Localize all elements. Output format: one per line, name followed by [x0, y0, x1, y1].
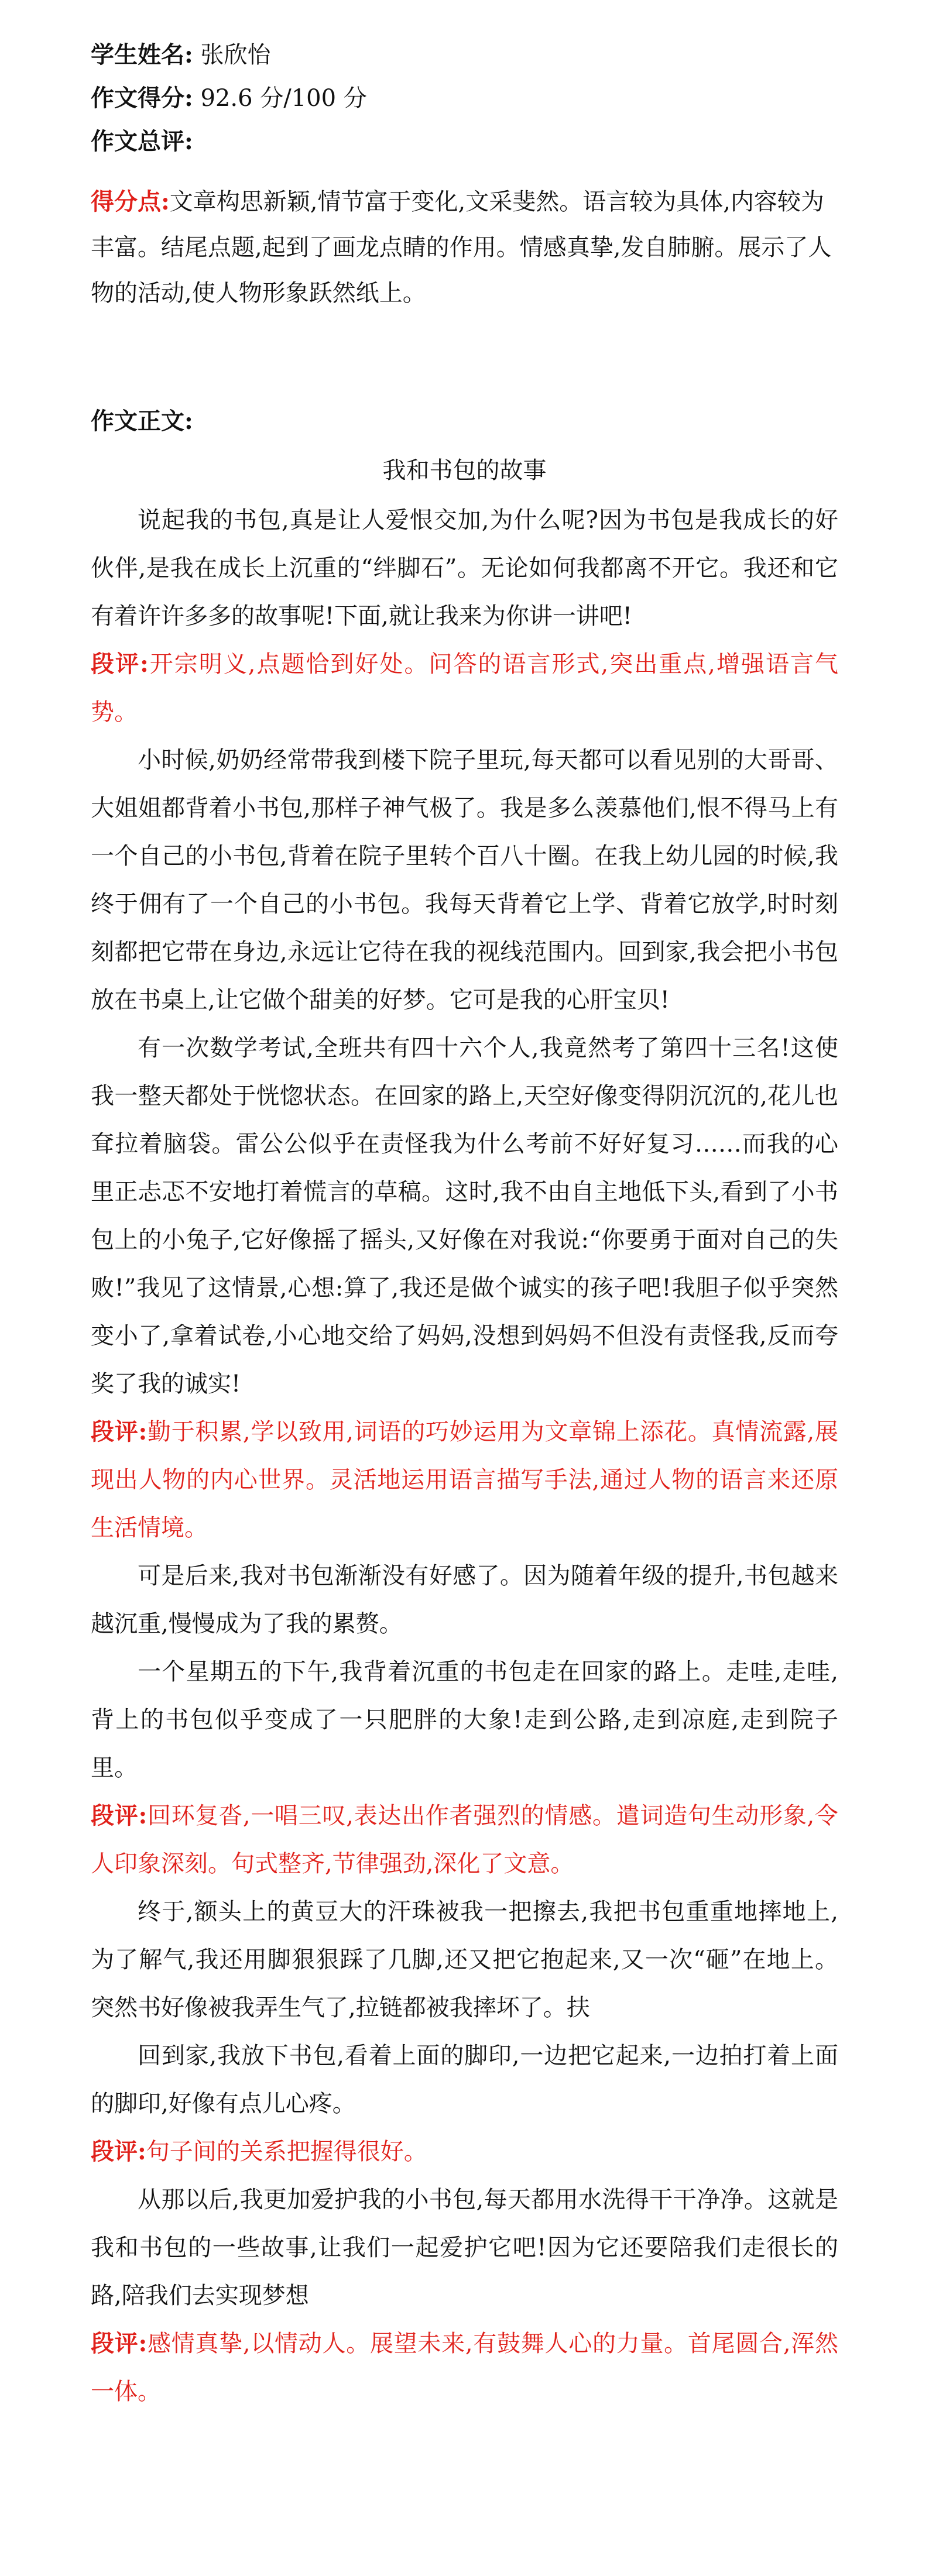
essay-paragraph: 一个星期五的下午,我背着沉重的书包走在回家的路上。走哇,走哇,背上的书包似乎变成了一只肥胖的大象!走到公路,走到凉庭,走到院子里。	[91, 1658, 838, 1781]
essay-content	[91, 496, 838, 2416]
paragraph-comment-text: 句子间的关系把握得很好。	[146, 2138, 427, 2165]
essay-title: 我和书包的故事	[382, 457, 547, 484]
paragraph-comment-text: 勤于积累,学以致用,词语的巧妙运用为文章锦上添花。真情流露,展现出人物的内心世界。灵活地运用语言描写手法,通过人物的语言来还原生活情境。	[91, 1418, 838, 1541]
summary-comment	[91, 179, 838, 316]
essay-paragraph: 终于,额头上的黄豆大的汗珠被我一把擦去,我把书包重重地摔地上,为了解气,我还用脚狠狠踩了几脚,还又把它抱起来,又一次“砸”在地上。突然书好像被我弄生气了,拉链都被我摔坏了。扶	[91, 1898, 838, 2021]
paragraph-comment-text: 回环复沓,一唱三叹,表达出作者强烈的情感。遣词造句生动形象,令人印象深刻。句式整齐,节律强劲,深化了文意。	[91, 1802, 838, 1877]
score-line	[91, 81, 838, 116]
paragraph-comment-text: 开宗明义,点题恰到好处。问答的语言形式,突出重点,增强语言气势。	[91, 651, 838, 726]
summary-points-text: 文章构思新颖,情节富于变化,文采斐然。语言较为具体,内容较为丰富。结尾点题,起到了画龙点睛的作用。情感真挚,发自肺腑。展示了人物的活动,使人物形象跃然纸上。	[91, 188, 832, 307]
score-label: 作文得分:	[91, 84, 193, 112]
summary-heading	[91, 124, 838, 159]
paragraph-comment-label: 段评:	[91, 1802, 148, 1829]
paragraph-comment	[91, 1792, 838, 1888]
paragraph-comment	[91, 2320, 838, 2416]
paragraph-comment	[91, 640, 838, 736]
essay-paragraph: 说起我的书包,真是让人爱恨交加,为什么呢?因为书包是我成长的好伙伴,是我在成长上沉重的“绊脚石”。无论如何我都离不开它。我还和它有着许许多多的故事呢!下面,就让我来为你讲一讲吧!	[91, 507, 838, 630]
essay-paragraph: 有一次数学考试,全班共有四十六个人,我竟然考了第四十三名!这使我一整天都处于恍惚状态。在回家的路上,天空好像变得阴沉沉的,花儿也耷拉着脑袋。雷公公似乎在责怪我为什么考前不好好复习……而我的心里正忐忑不安地打着慌言的草稿。这时,我不由自主地低下头,看到了小书包上的小兔子,它好像摇了摇头,又好像在对我说:“你要勇于面对自己的失败!”我见了这情景,心想:算了,我还是做个诚实的孩子吧!我胆子似乎突然变小了,拿着试卷,小心地交给了妈妈,没想到妈妈不但没有责怪我,反而夸奖了我的诚实!	[91, 1035, 838, 1397]
paragraph-comment	[91, 2128, 838, 2176]
student-name-label: 学生姓名:	[91, 41, 193, 68]
student-name-line	[91, 37, 838, 73]
essay-paragraph: 可是后来,我对书包渐渐没有好感了。因为随着年级的提升,书包越来越沉重,慢慢成为了我的累赘。	[91, 1562, 838, 1637]
essay-body-label: 作文正文:	[91, 407, 193, 435]
paragraph-comment-text: 感情真挚,以情动人。展望未来,有鼓舞人心的力量。首尾圆合,浑然一体。	[91, 2330, 838, 2405]
paragraph-comment-label: 段评:	[91, 1418, 148, 1445]
paragraph-comment-label: 段评:	[91, 650, 149, 678]
paragraph-comment-label: 段评:	[91, 2138, 146, 2165]
score-value: 92.6 分/100 分	[200, 85, 367, 112]
paragraph-comment	[91, 1408, 838, 1552]
summary-points-label: 得分点:	[91, 188, 170, 215]
essay-paragraph: 小时候,奶奶经常带我到楼下院子里玩,每天都可以看见别的大哥哥、大姐姐都背着小书包,那样子神气极了。我是多么羡慕他们,恨不得马上有一个自己的小书包,背着在院子里转个百八十圈。在我上幼儿园的时候,我终于佣有了一个自己的小书包。我每天背着它上学、背着它放学,时时刻刻都把它带在身边,永远让它待在我的视线范围内。回到家,我会把小书包放在书桌上,让它做个甜美的好梦。它可是我的心肝宝贝!	[91, 747, 838, 1014]
summary-label: 作文总评:	[91, 128, 193, 155]
essay-paragraph: 从那以后,我更加爱护我的小书包,每天都用水洗得干干净净。这就是我和书包的一些故事,让我们一起爱护它吧!因为它还要陪我们走很长的路,陪我们去实现梦想	[91, 2186, 838, 2309]
student-name-value: 张欣怡	[200, 42, 271, 68]
paragraph-comment-label: 段评:	[91, 2330, 148, 2357]
essay-paragraph: 回到家,我放下书包,看着上面的脚印,一边把它起来,一边拍打着上面的脚印,好像有点儿心疼。	[91, 2042, 838, 2117]
